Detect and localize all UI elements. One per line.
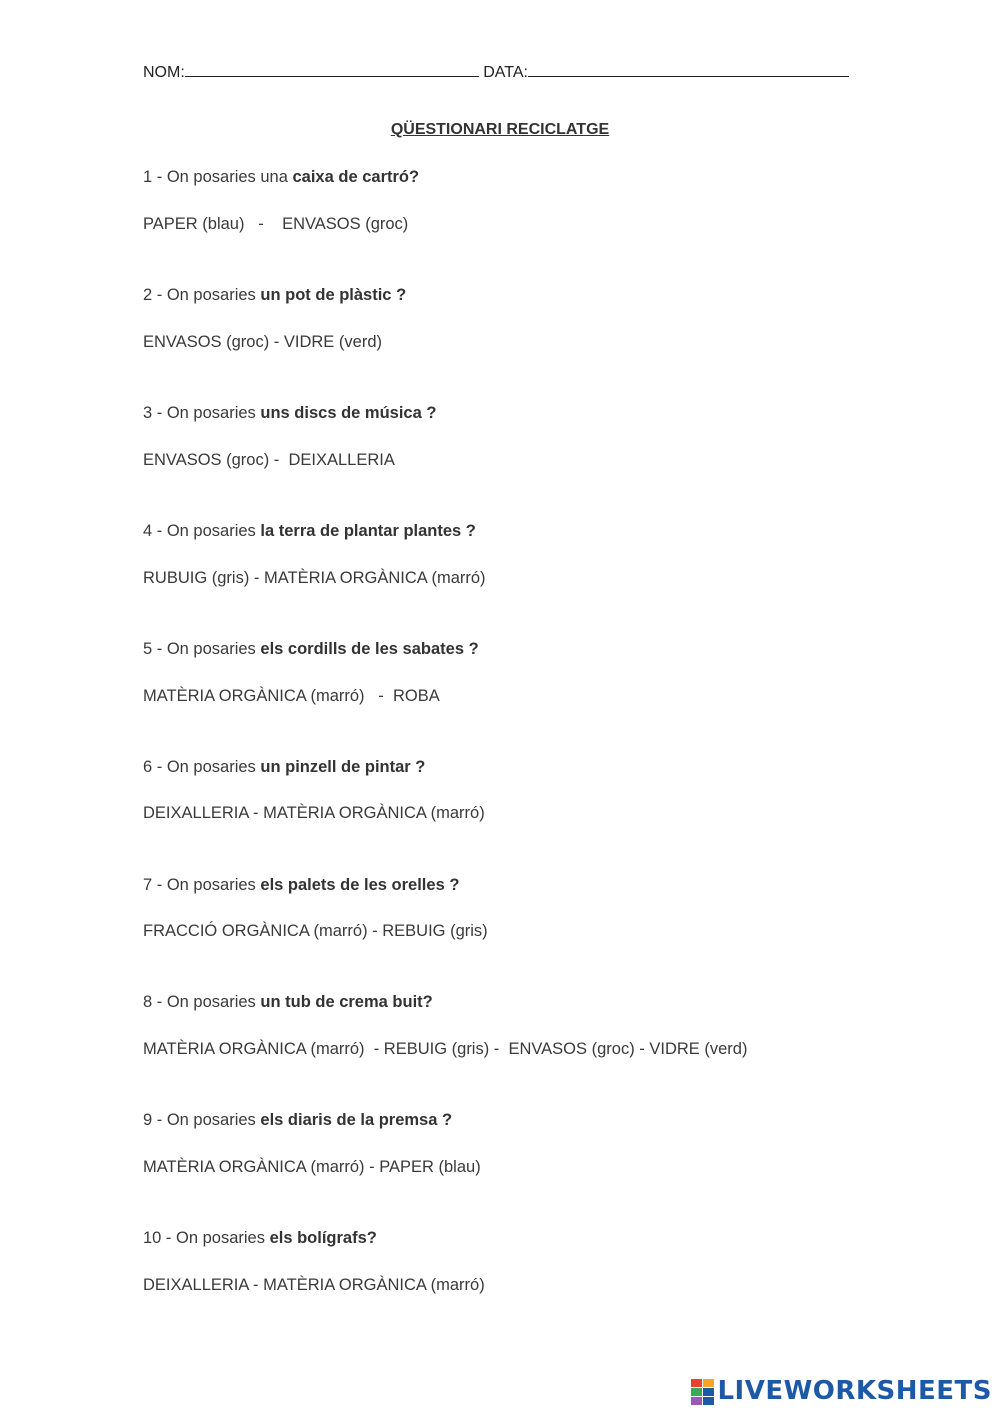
- question-5: [143, 640, 479, 659]
- question-subject: els cordills de les sabates ?: [260, 640, 479, 658]
- question-subject: un tub de crema buit?: [260, 993, 433, 1011]
- liveworksheets-wordmark: LIVEWORKSHEETS: [717, 1376, 992, 1406]
- page-title: QÜESTIONARI RECICLATGE: [390, 121, 610, 138]
- name-blank[interactable]: [185, 60, 479, 77]
- liveworksheets-mark-icon: [691, 1379, 713, 1403]
- question-3: [143, 404, 436, 423]
- question-7: [143, 876, 459, 895]
- answer-options-8[interactable]: MATÈRIA ORGÀNICA (marró) - REBUIG (gris) - ENVASOS (groc) - VIDRE (verd): [143, 1040, 748, 1058]
- answer-options-9[interactable]: MATÈRIA ORGÀNICA (marró) - PAPER (blau): [143, 1158, 481, 1176]
- answer-options-5[interactable]: MATÈRIA ORGÀNICA (marró) - ROBA: [143, 687, 440, 705]
- question-1: [143, 168, 419, 187]
- answer-options-6[interactable]: DEIXALLERIA - MATÈRIA ORGÀNICA (marró): [143, 804, 485, 822]
- question-2: [143, 286, 406, 305]
- question-subject: els bolígrafs?: [269, 1229, 377, 1247]
- question-8: [143, 993, 433, 1012]
- question-prefix: 4 - On posaries: [143, 522, 261, 540]
- question-prefix: 6 - On posaries: [143, 758, 261, 776]
- question-subject: un pot de plàstic ?: [260, 286, 407, 304]
- question-6: [143, 758, 425, 777]
- question-prefix: 7 - On posaries: [143, 876, 261, 894]
- question-subject: caixa de cartró?: [292, 168, 420, 186]
- header-fields: [143, 60, 849, 82]
- question-prefix: 2 - On posaries: [143, 286, 261, 304]
- answer-options-2[interactable]: ENVASOS (groc) - VIDRE (verd): [143, 333, 382, 351]
- question-10: [143, 1229, 377, 1248]
- name-label: NOM:: [143, 64, 185, 81]
- question-prefix: 8 - On posaries: [143, 993, 261, 1011]
- answer-options-4[interactable]: RUBUIG (gris) - MATÈRIA ORGÀNICA (marró): [143, 569, 486, 587]
- question-subject: uns discs de música ?: [260, 404, 437, 422]
- question-prefix: 3 - On posaries: [143, 404, 261, 422]
- answer-options-7[interactable]: FRACCIÓ ORGÀNICA (marró) - REBUIG (gris): [143, 922, 488, 940]
- question-prefix: 9 - On posaries: [143, 1111, 261, 1129]
- answer-options-10[interactable]: DEIXALLERIA - MATÈRIA ORGÀNICA (marró): [143, 1276, 485, 1294]
- answer-options-3[interactable]: ENVASOS (groc) - DEIXALLERIA: [143, 451, 395, 469]
- question-9: [143, 1111, 452, 1130]
- question-prefix: 1 - On posaries una: [143, 168, 293, 186]
- question-4: [143, 522, 476, 541]
- liveworksheets-logo: [691, 1376, 992, 1406]
- question-subject: un pinzell de pintar ?: [260, 758, 426, 776]
- question-prefix: 5 - On posaries: [143, 640, 261, 658]
- question-subject: la terra de plantar plantes ?: [260, 522, 476, 540]
- date-blank[interactable]: [528, 60, 849, 77]
- question-subject: els palets de les orelles ?: [260, 876, 460, 894]
- question-prefix: 10 - On posaries: [143, 1229, 270, 1247]
- date-label: DATA:: [483, 64, 528, 81]
- question-subject: els diaris de la premsa ?: [260, 1111, 453, 1129]
- answer-options-1[interactable]: PAPER (blau) - ENVASOS (groc): [143, 215, 409, 233]
